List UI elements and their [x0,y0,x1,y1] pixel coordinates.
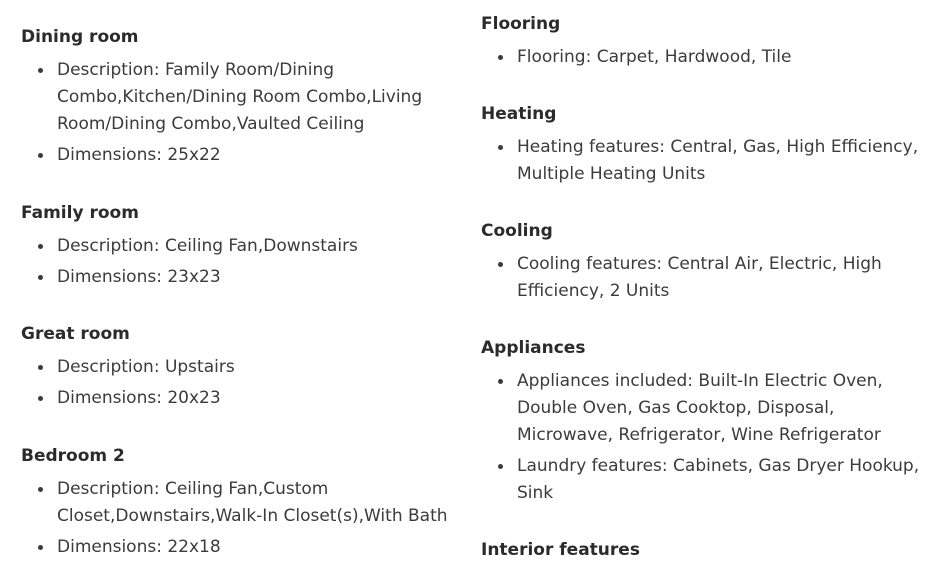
section-flooring [481,12,926,75]
list-item: Dimensions: 22x18 [21,534,451,561]
list-item: Description: Family Room/Dining Combo,Kitchen/Dining Room Combo,Living Room/Dining Combo,Vaulted Ceiling [21,57,451,138]
list-item: Heating features: Central, Gas, High Efficiency, Multiple Heating Units [481,134,926,188]
list-item: Description: Upstairs [21,354,451,381]
section-great-room [21,322,451,416]
section-title: Family room [21,203,139,223]
detail-list [481,368,926,507]
section-title: Flooring [481,14,561,34]
section-title: Dining room [21,27,139,47]
detail-list [21,354,451,412]
section-title: Bedroom 2 [21,446,125,466]
list-item: Laundry features: Cabinets, Gas Dryer Hookup, Sink [481,453,926,507]
section-title: Cooling [481,221,553,241]
list-item: Flooring: Carpet, Hardwood, Tile [481,44,926,71]
list-item: Appliances included: Built-In Electric Oven, Double Oven, Gas Cooktop, Disposal, Microwave, Refrigerator, Wine Refrigerator [481,368,926,449]
section-family-room [21,201,451,295]
detail-list [481,134,926,188]
section-appliances [481,336,926,511]
section-title: Heating [481,104,557,124]
section-title: Interior features [481,540,640,560]
detail-list [481,251,926,305]
detail-list [21,57,451,169]
list-item: Dimensions: 23x23 [21,264,451,291]
detail-list [481,44,926,71]
list-item: Dimensions: 20x23 [21,385,451,412]
detail-list [21,233,451,291]
section-dining-room [21,25,451,173]
list-item: Cooling features: Central Air, Electric, High Efficiency, 2 Units [481,251,926,305]
list-item: Dimensions: 25x22 [21,142,451,169]
list-item: Description: Ceiling Fan,Custom Closet,Downstairs,Walk-In Closet(s),With Bath [21,476,451,530]
detail-list [21,476,451,561]
section-title: Appliances [481,338,586,358]
section-cooling [481,219,926,309]
section-heating [481,102,926,192]
list-item: Description: Ceiling Fan,Downstairs [21,233,451,260]
section-interior-features [481,538,926,562]
section-title: Great room [21,324,130,344]
section-bedroom-2 [21,444,451,565]
